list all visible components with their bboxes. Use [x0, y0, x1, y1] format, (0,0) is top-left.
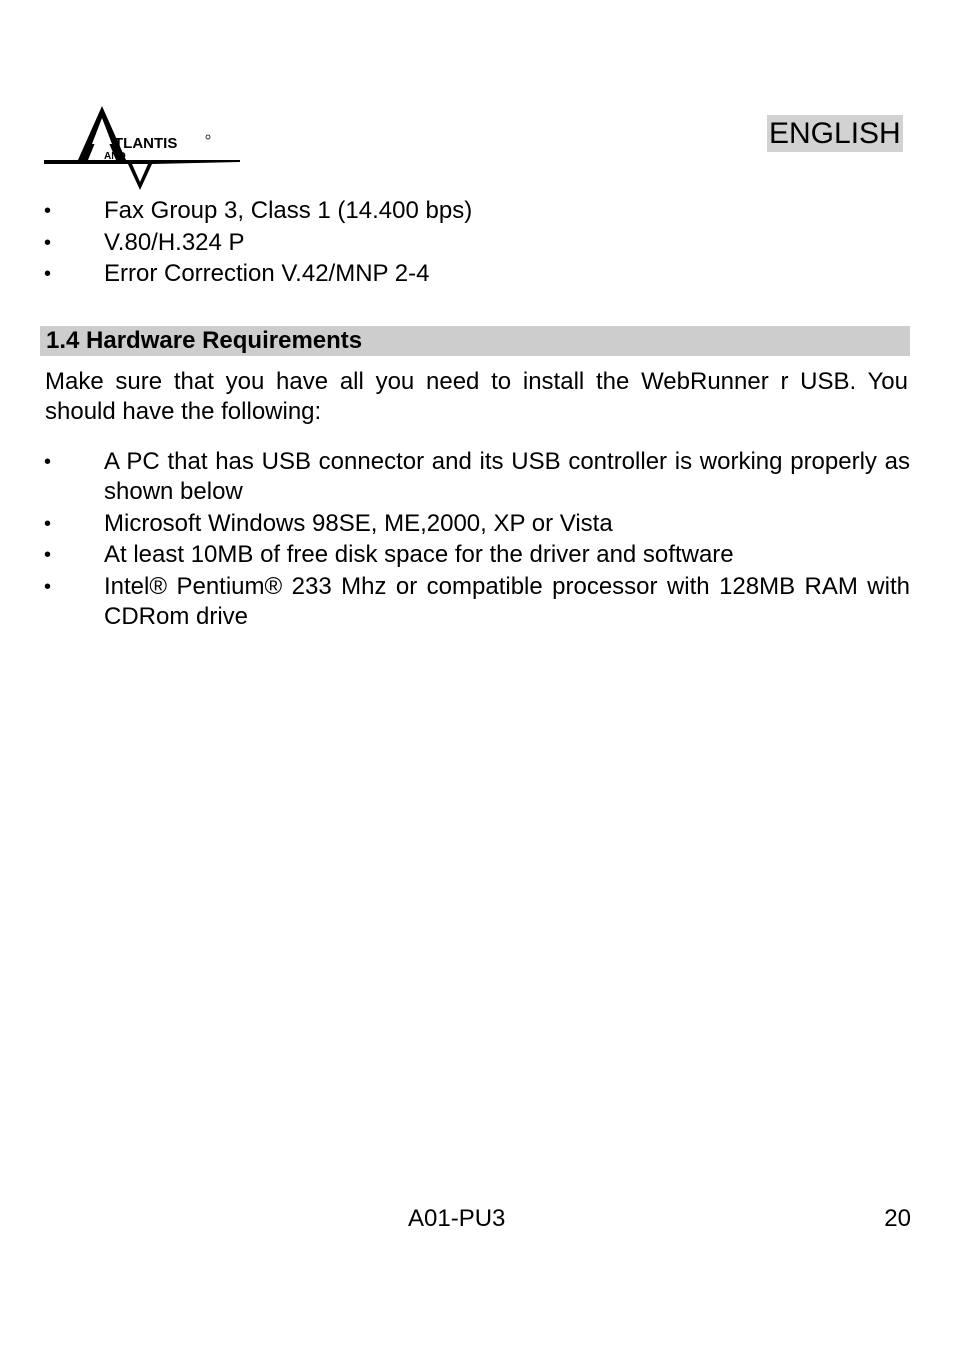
requirements-list: [44, 447, 910, 633]
features-list: [44, 196, 910, 291]
footer-model-code: A01-PU3: [408, 1205, 506, 1232]
list-item: [44, 259, 910, 289]
list-item-text: At least 10MB of free disk space for the driver and software: [104, 541, 734, 568]
atlantis-land-logo: [44, 104, 242, 194]
list-item-text: Error Correction V.42/MNP 2-4: [104, 260, 430, 287]
list-item: [44, 540, 910, 570]
list-item-text: Fax Group 3, Class 1 (14.400 bps): [104, 197, 473, 224]
section-intro: Make sure that you have all you need to install the WebRunner r USB. You should have the following:: [45, 368, 908, 425]
bullet-icon: •: [44, 263, 52, 285]
bullet-icon: •: [44, 200, 52, 222]
list-item-text: Microsoft Windows 98SE, ME,2000, XP or Vista: [104, 509, 613, 537]
list-item-text: A PC that has USB connector and its USB controller is working properly as shown below: [104, 448, 910, 505]
list-item-text: Intel® Pentium® 233 Mhz or compatible processor with 128MB RAM with CDRom drive: [104, 572, 910, 630]
bullet-icon: •: [44, 512, 52, 535]
list-item: [44, 447, 910, 507]
bullet-icon: •: [44, 544, 52, 566]
list-item: [44, 509, 910, 539]
bullet-icon: •: [44, 231, 52, 254]
language-label: ENGLISH: [769, 117, 901, 150]
list-item-text: V.80/H.324 P: [104, 228, 245, 256]
section-heading: 1.4 Hardware Requirements: [40, 326, 910, 356]
logo-text-top: TLANTIS: [114, 135, 178, 152]
bullet-icon: •: [44, 451, 52, 473]
list-item: [44, 228, 910, 258]
page-number: 20: [884, 1205, 911, 1232]
list-item: [44, 572, 910, 632]
bullet-icon: •: [44, 575, 52, 598]
list-item: [44, 196, 910, 226]
logo-text-bottom: AND: [104, 151, 126, 162]
